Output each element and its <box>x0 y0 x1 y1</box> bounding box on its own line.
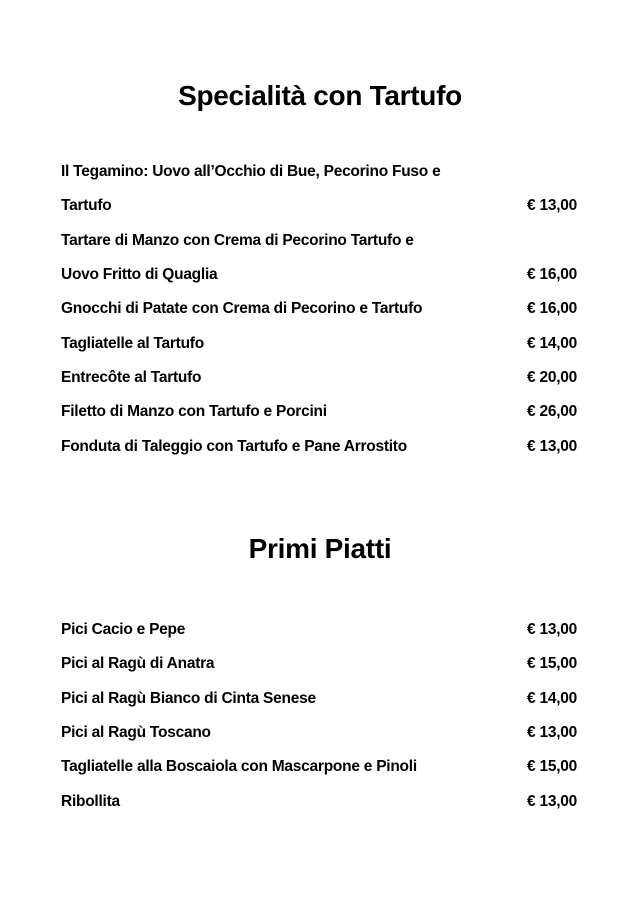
menu-item <box>61 224 577 258</box>
menu-item-name: Entrecôte al Tartufo <box>61 368 202 386</box>
menu-item <box>61 395 577 429</box>
section-title-tartufo: Specialità con Tartufo <box>178 80 462 111</box>
menu-item-name: Tagliatelle al Tartufo <box>61 334 204 352</box>
menu-item-name: Tartare di Manzo con Crema di Pecorino Tartufo e <box>61 231 414 249</box>
menu-item-name: Uovo Fritto di Quaglia <box>61 266 218 284</box>
section-title-primi: Primi Piatti <box>248 533 392 564</box>
menu-item <box>61 784 577 818</box>
menu-item <box>61 155 577 189</box>
menu-item-price: € 13,00 <box>527 792 577 810</box>
menu-item-price: € 26,00 <box>527 403 577 421</box>
menu-item-name: Il Tegamino: Uovo all’Occhio di Bue, Pecorino Fuso e <box>61 163 441 181</box>
menu-item-price: € 15,00 <box>527 758 577 776</box>
menu-item <box>61 613 577 647</box>
menu-item-price: € 13,00 <box>527 724 577 742</box>
menu-item <box>61 189 577 223</box>
menu-item <box>61 647 577 681</box>
menu-item-name: Pici Cacio e Pepe <box>61 621 186 639</box>
menu-list-tartufo <box>61 155 577 464</box>
menu-list-primi <box>61 613 577 819</box>
menu-item <box>61 429 577 463</box>
menu-item-name: Tartufo <box>61 197 112 215</box>
menu-item <box>61 750 577 784</box>
menu-item-price: € 14,00 <box>527 689 577 707</box>
menu-item-name: Tagliatelle alla Boscaiola con Mascarpone e Pinoli <box>61 758 417 776</box>
menu-item-name: Pici al Ragù Toscano <box>61 724 211 742</box>
menu-item <box>61 292 577 326</box>
menu-item <box>61 716 577 750</box>
menu-item-name: Pici al Ragù di Anatra <box>61 655 215 673</box>
menu-item <box>61 326 577 360</box>
menu-item <box>61 682 577 716</box>
menu-item <box>61 361 577 395</box>
menu-item-name: Gnocchi di Patate con Crema di Pecorino e Tartufo <box>61 300 423 318</box>
menu-item-name: Fonduta di Taleggio con Tartufo e Pane Arrostito <box>61 437 407 455</box>
menu-item-price: € 13,00 <box>527 197 577 215</box>
menu-item-price: € 16,00 <box>527 266 577 284</box>
menu-item-price: € 13,00 <box>527 621 577 639</box>
menu-item-price: € 20,00 <box>527 368 577 386</box>
menu-item-price: € 13,00 <box>527 437 577 455</box>
menu-item-name: Pici al Ragù Bianco di Cinta Senese <box>61 689 316 707</box>
menu-item <box>61 258 577 292</box>
menu-item-name: Ribollita <box>61 792 120 810</box>
menu-item-price: € 15,00 <box>527 655 577 673</box>
menu-item-price: € 14,00 <box>527 334 577 352</box>
menu-item-price: € 16,00 <box>527 300 577 318</box>
menu-item-name: Filetto di Manzo con Tartufo e Porcini <box>61 403 327 421</box>
